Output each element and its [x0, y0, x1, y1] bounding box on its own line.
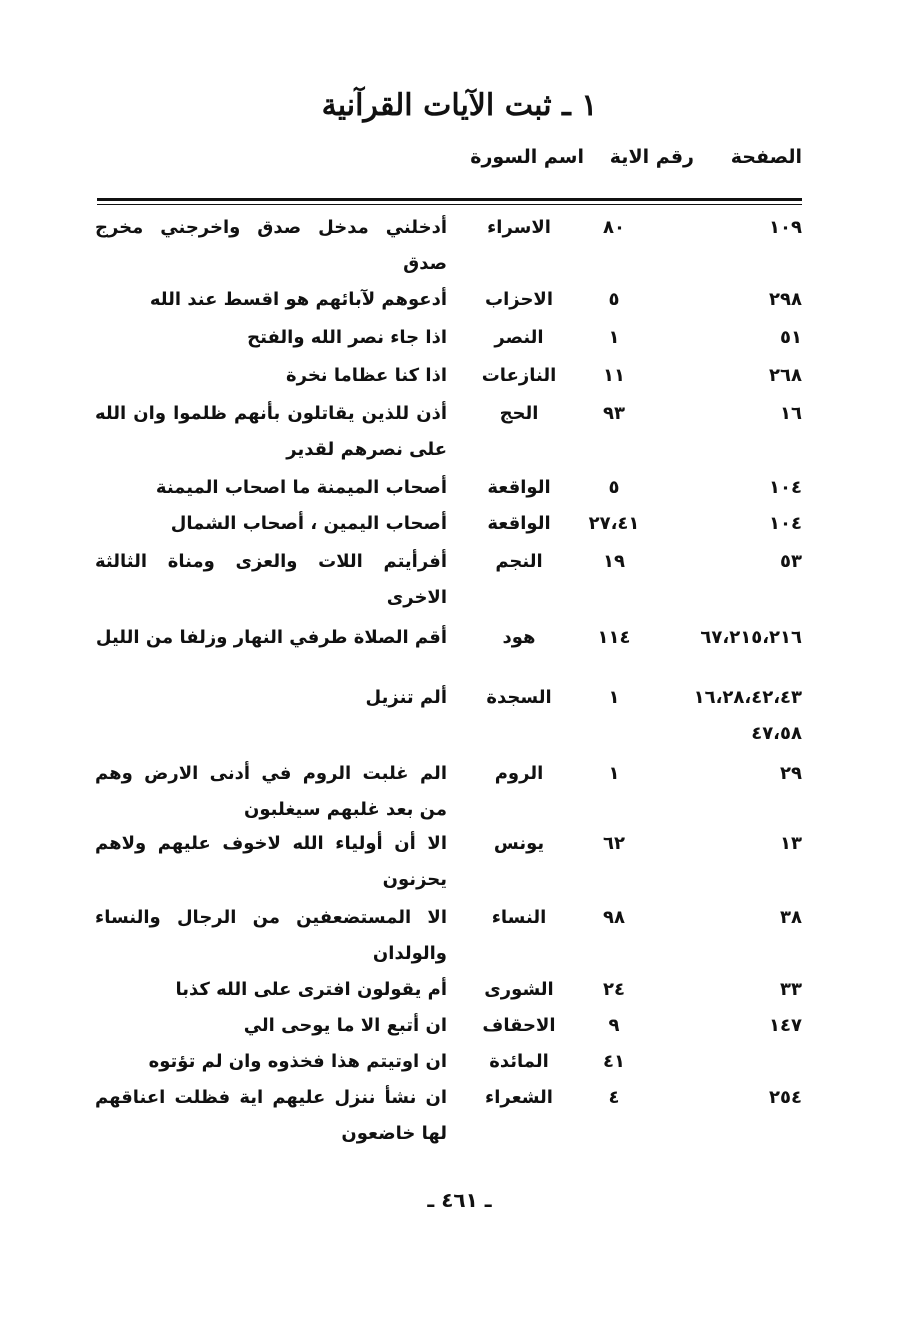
row-verse-text: الم غلبت الروم في أدنى الارض وهم من بعد غلبهم سيغلبون	[95, 763, 447, 820]
row-page: ١٠٩	[769, 217, 802, 238]
row-verse-number: ١١٤	[597, 627, 631, 648]
row-verse-text: أم يقولون افترى على الله كذبا	[175, 979, 447, 1000]
row-verse-number: ٩	[608, 1015, 620, 1036]
row-page: ٥٣	[780, 551, 802, 572]
row-page: ١٦،٢٨،٤٢،٤٣ ٤٧،٥٨	[693, 687, 802, 744]
table-row	[0, 470, 919, 506]
row-surah-name: النصر	[494, 327, 544, 348]
table-row	[0, 358, 919, 396]
table-row	[0, 396, 919, 470]
row-verse-text: اذا كنا عظاما نخرة	[286, 365, 447, 386]
table-row	[0, 544, 919, 620]
table-row	[0, 1080, 919, 1154]
row-surah-name: النازعات	[481, 365, 557, 386]
table-row	[0, 506, 919, 544]
row-surah-name: الروم	[494, 763, 544, 784]
row-surah-name: الحج	[499, 403, 539, 424]
row-page: ٢٥٤	[769, 1087, 802, 1108]
row-page: ٢٩	[780, 763, 802, 784]
row-surah-name: الاحزاب	[484, 289, 553, 310]
row-surah-name: السجدة	[486, 687, 552, 708]
row-verse-text: أدعوهم لآبائهم هو اقسط عند الله	[149, 289, 447, 310]
row-surah-name: المائدة	[489, 1051, 549, 1072]
row-verse-number: ٩٣	[603, 403, 625, 424]
row-surah-name: الواقعة	[487, 477, 551, 498]
row-verse-number: ٦٢	[603, 833, 625, 854]
row-verse-text: اذا جاء نصر الله والفتح	[247, 327, 447, 348]
row-verse-text: أصحاب الميمنة ما اصحاب الميمنة	[155, 477, 447, 498]
row-verse-text: أذن للذين يقاتلون بأنهم ظلموا وان الله على نصرهم لقدير	[95, 403, 447, 460]
table-row	[0, 900, 919, 972]
row-page: ١٦	[780, 403, 802, 424]
column-header-surah-name: اسم السورة	[470, 146, 584, 168]
row-verse-number: ٤١	[603, 1051, 625, 1072]
header-divider-thin	[97, 204, 802, 205]
row-verse-text: أفرأيتم اللات والعزى ومناة الثالثة الاخرى	[95, 551, 447, 608]
row-surah-name: الاسراء	[487, 217, 551, 238]
row-verse-text: أصحاب اليمين ، أصحاب الشمال	[170, 513, 447, 534]
row-page: ٢٦٨	[769, 365, 802, 386]
row-surah-name: النساء	[491, 907, 547, 928]
row-page: ١٠٤	[769, 513, 802, 534]
row-verse-number: ٩٨	[603, 907, 625, 928]
table-row	[0, 680, 919, 756]
table-row	[0, 620, 919, 680]
row-page: ٣٨	[780, 907, 802, 928]
row-verse-number: ١١	[603, 365, 625, 386]
row-verse-number: ٥	[608, 477, 620, 498]
row-verse-text: ان نشأ ننزل عليهم اية فظلت اعناقهم لها خاضعون	[95, 1087, 447, 1144]
row-surah-name: الاحقاف	[482, 1015, 556, 1036]
row-surah-name: هود	[502, 627, 536, 648]
row-verse-text: ان أتبع الا ما يوحى الي	[243, 1015, 447, 1036]
row-verse-text: أدخلني مدخل صدق واخرجني مخرج صدق	[95, 217, 447, 274]
row-verse-number: ٤	[608, 1087, 620, 1108]
row-surah-name: الشورى	[484, 979, 554, 1000]
row-page: ١٠٤	[769, 477, 802, 498]
row-page: ٥١	[780, 327, 802, 348]
table-row	[0, 756, 919, 826]
row-verse-text: الا المستضعفين من الرجال والنساء والولدان	[95, 907, 447, 964]
row-verse-text: أقم الصلاة طرفي النهار وزلفا من الليل	[95, 627, 447, 648]
row-page: ٦٧،٢١٥،٢١٦	[700, 627, 802, 648]
row-page: ٣٣	[780, 979, 802, 1000]
row-verse-number: ٥	[608, 289, 620, 310]
row-page: ١٣	[780, 833, 802, 854]
page-number: ـ ٤٦١ ـ	[427, 1188, 492, 1212]
row-verse-number: ١	[608, 327, 620, 348]
table-row	[0, 972, 919, 1008]
row-verse-number: ٢٧،٤١	[588, 513, 640, 534]
row-page: ١٤٧	[769, 1015, 802, 1036]
row-surah-name: يونس	[493, 833, 545, 854]
table-row	[0, 282, 919, 320]
row-verse-number: ١	[608, 763, 620, 784]
table-row	[0, 210, 919, 282]
row-verse-number: ٢٤	[603, 979, 625, 1000]
row-verse-text: ألم تنزيل	[365, 687, 447, 708]
table-row	[0, 320, 919, 358]
row-surah-name: الشعراء	[485, 1087, 553, 1108]
row-verse-text: ان اوتيتم هذا فخذوه وان لم تؤتوه	[148, 1051, 447, 1072]
row-surah-name: النجم	[495, 551, 543, 572]
verses-table	[0, 210, 919, 1154]
row-page: ٢٩٨	[769, 289, 802, 310]
row-surah-name: الواقعة	[487, 513, 551, 534]
row-verse-number: ٨٠	[603, 217, 625, 238]
row-verse-text: الا أن أولياء الله لاخوف عليهم ولاهم يحزنون	[95, 833, 447, 890]
header-divider-thick	[97, 198, 802, 201]
column-header-verse-number: رقم الاية	[609, 146, 694, 168]
table-row	[0, 1044, 919, 1080]
row-verse-number: ١	[608, 687, 620, 708]
page-title: ١ ـ ثبت الآيات القرآنية	[321, 88, 598, 123]
table-row	[0, 1008, 919, 1044]
column-header-page: الصفحة	[730, 146, 802, 168]
table-row	[0, 826, 919, 900]
row-verse-number: ١٩	[603, 551, 625, 572]
